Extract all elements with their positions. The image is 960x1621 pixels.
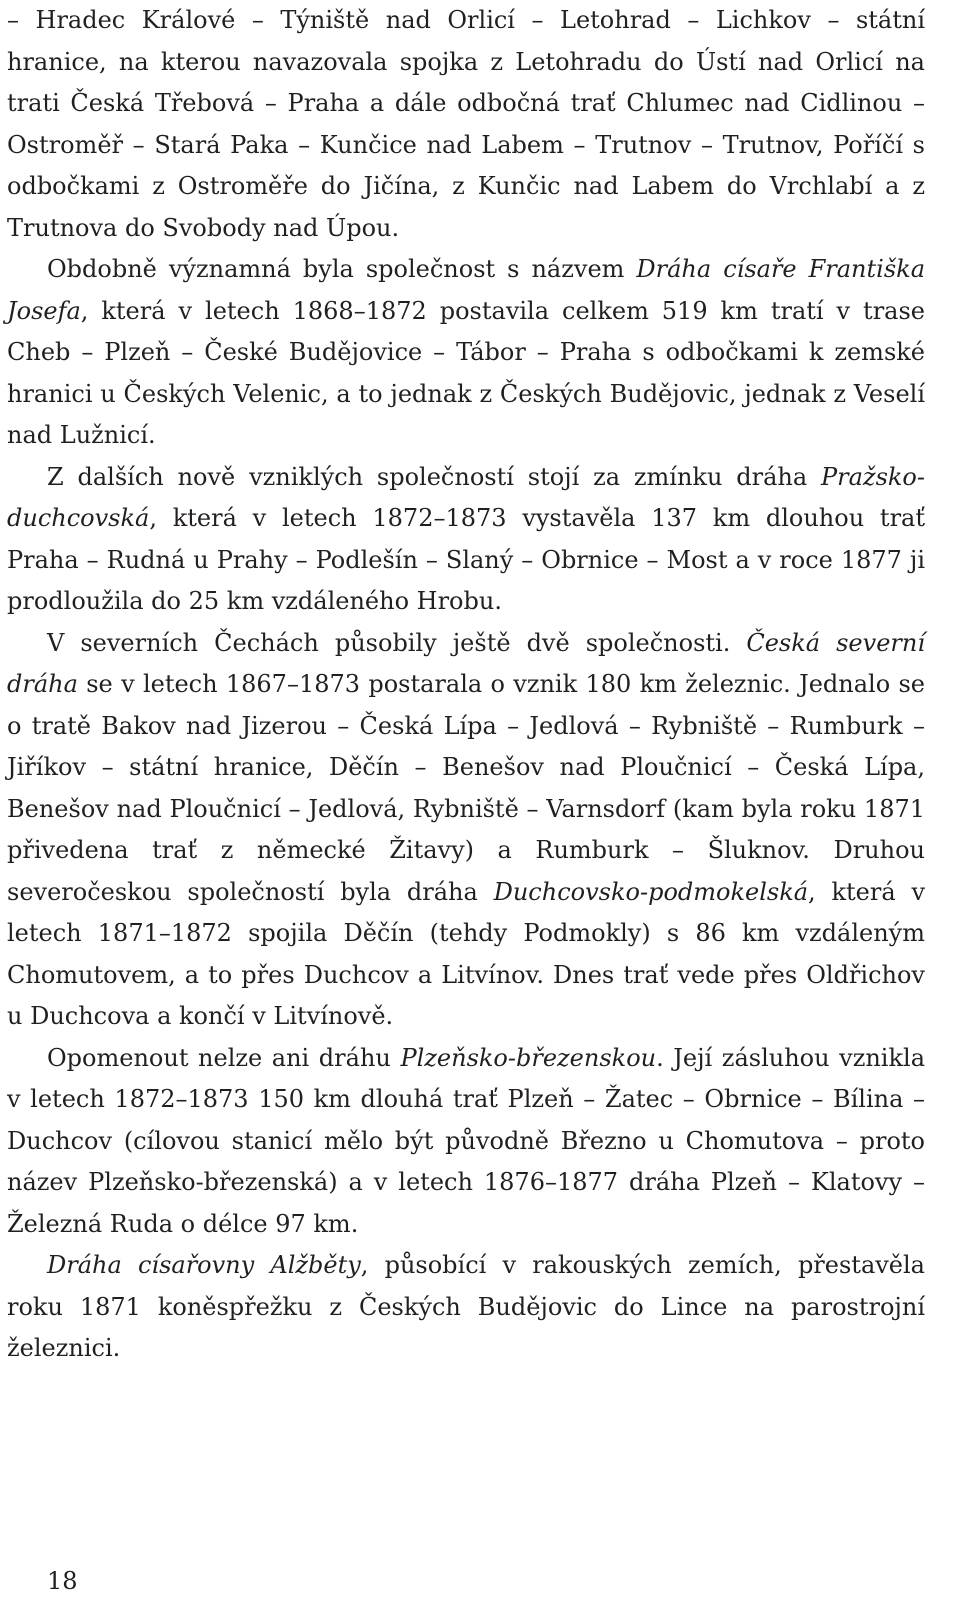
paragraph-2-text-cont: , která v letech 1868–1872 postavila celkem 519 km tratí v trase Cheb – Plzeň – České Budějovice – Tábor – Praha s odbočkami k zemské hranici u Českých Velenic, a to jednak z Českých Budějovic, jednak z Veselí nad Lužnicí. xyxy=(7,296,925,449)
paragraph-4 xyxy=(7,623,925,1038)
paragraph-5-text: Opomenout nelze ani dráhu xyxy=(47,1043,401,1072)
company-name-pbe: Plzeňsko-březenskou xyxy=(400,1043,657,1072)
paragraph-2 xyxy=(7,249,925,457)
paragraph-5-text-cont: . Její zásluhou vznikla v letech 1872–1873 150 km dlouhá trať Plzeň – Žatec – Obrnice – Bílina – Duchcov (cílovou stanicí mělo být původně Březno u Chomutova – proto název Plzeňsko-březenská) a v letech 1876–1877 dráha Plzeň – Klatovy – Železná Ruda o délce 97 km. xyxy=(7,1043,926,1238)
body-text xyxy=(7,0,925,1370)
paragraph-3 xyxy=(7,457,925,623)
paragraph-4-text-cont: se v letech 1867–1873 postarala o vznik 180 km železnic. Jednalo se o tratě Bakov nad Jizerou – Česká Lípa – Jedlová – Rybniště – Rumburk – Jiříkov – státní hranice, Děčín – Benešov nad Ploučnicí – Česká Lípa, Benešov nad Ploučnicí – Jedlová, Rybniště – Varnsdorf (kam byla roku 1871 přivedena trať z německé Žitavy) a Rumburk – Šluknov. Druhou severočeskou společností byla dráha xyxy=(7,670,925,906)
paragraph-4-text: V severních Čechách působily ještě dvě společnosti. xyxy=(47,628,747,657)
paragraph-6-text: , působící v rakouských zemích, přestavěla roku 1871 koněspřežku z Českých Budějovic do Lince na parostrojní železnici. xyxy=(7,1251,925,1362)
paragraph-5 xyxy=(7,1038,925,1246)
paragraph-2-text: Obdobně významná byla společnost s názvem xyxy=(47,255,637,283)
company-name-bnb: Česká severní dráha xyxy=(7,628,926,698)
company-name-dbe: Duchcovsko-podmokelská xyxy=(493,877,809,906)
company-name-keb: Dráha císařovny Alžběty xyxy=(47,1251,361,1279)
page-number: 18 xyxy=(47,1567,78,1595)
paragraph-3-text: Z dalších nově vzniklých společností stojí za zmínku dráha xyxy=(47,462,821,491)
paragraph-1-text: – Hradec Králové – Týniště nad Orlicí – Letohrad – Lichkov – státní hranice, na kterou navazovala spojka z Letohradu do Ústí nad Orlicí na trati Česká Třebová – Praha a dále odbočná trať Chlumec nad Cidlinou – Ostroměř – Stará Paka – Kunčice nad Labem – Trutnov – Trutnov, Poříčí s odbočkami z Ostroměře do Jičína, z Kunčic nad Labem do Vrchlabí a z Trutnova do Svobody nad Úpou. xyxy=(7,6,925,242)
company-name-pdb: Pražsko-duchcovská xyxy=(7,462,925,532)
paragraph-4-text-end: , která v letech 1871–1872 spojila Děčín (tehdy Podmokly) s 86 km vzdáleným Chomutovem, a to přes Duchcov a Litvínov. Dnes trať vede přes Oldřichov u Duchcova a končí v Litvínově. xyxy=(7,877,925,1030)
paragraph-3-text-cont: , která v letech 1872–1873 vystavěla 137 km dlouhou trať Praha – Rudná u Prahy – Podlešín – Slaný – Obrnice – Most a v roce 1877 ji prodloužila do 25 km vzdáleného Hrobu. xyxy=(7,504,925,615)
paragraph-6 xyxy=(7,1245,925,1370)
paragraph-1 xyxy=(7,0,925,249)
company-name-kfjb: Dráha císaře Františka Josefa xyxy=(7,255,925,325)
